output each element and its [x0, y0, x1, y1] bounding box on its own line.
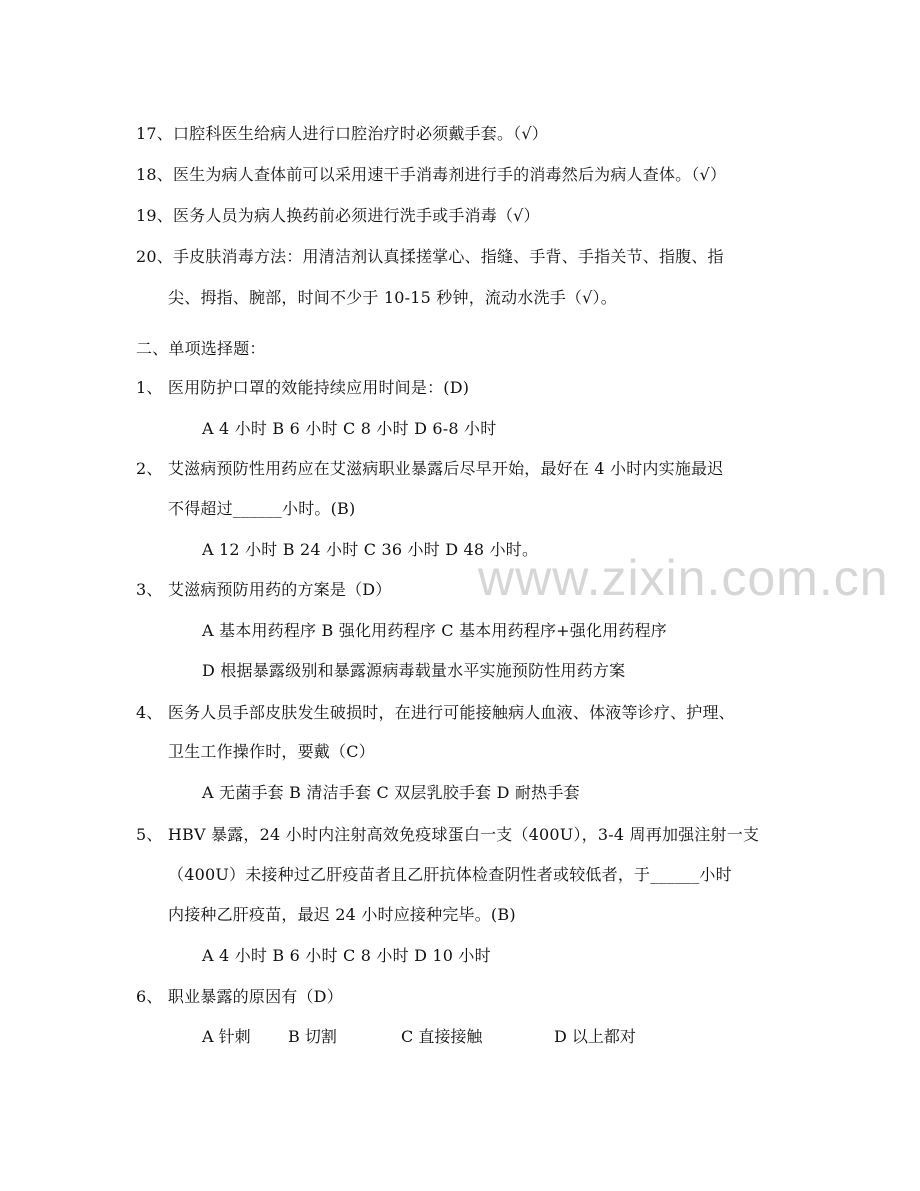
- question-20-line-2: 尖、拇指、腕部，时间不少于 10-15 秒钟，流动水洗手（√）。: [168, 288, 617, 307]
- choice-5-options: A 4 小时 B 6 小时 C 8 小时 D 10 小时: [202, 946, 491, 965]
- choice-6-option-b: B 切割: [288, 1027, 337, 1046]
- choice-4-stem-line-1: 4、 医务人员手部皮肤发生破损时，在进行可能接触病人血液、体液等诊疗、护理、: [136, 703, 735, 722]
- choice-2-stem-line-2: 不得超过______小时。(B): [168, 499, 356, 518]
- choice-6-option-a: A 针刺: [202, 1027, 251, 1046]
- choice-2-stem-line-1: 2、 艾滋病预防性用药应在艾滋病职业暴露后尽早开始，最好在 4 小时内实施最迟: [136, 459, 724, 478]
- question-17: 17、口腔科医生给病人进行口腔治疗时必须戴手套。（√）: [136, 124, 548, 143]
- choice-6-stem: 6、 职业暴露的原因有（D）: [136, 987, 343, 1006]
- section-heading: 二、单项选择题：: [136, 339, 266, 358]
- choice-3-options-line-2: D 根据暴露级别和暴露源病毒载量水平实施预防性用药方案: [202, 661, 626, 680]
- question-20-line-1: 20、手皮肤消毒方法：用清洁剂认真揉搓掌心、指缝、手背、手指关节、指腹、指: [136, 247, 724, 266]
- choice-4-options: A 无菌手套 B 清洁手套 C 双层乳胶手套 D 耐热手套: [202, 783, 580, 802]
- watermark: www.zixin.com.cn: [478, 550, 889, 606]
- question-19: 19、医务人员为病人换药前必须进行洗手或手消毒（√）: [136, 206, 540, 225]
- choice-1-stem: 1、 医用防护口罩的效能持续应用时间是：(D): [136, 378, 470, 397]
- choice-5-stem-line-2: （400U）未接种过乙肝疫苗者且乙肝抗体检查阴性者或较低者，于______小时: [168, 865, 732, 884]
- choice-3-stem: 3、 艾滋病预防用药的方案是（D）: [136, 580, 392, 599]
- choice-5-stem-line-3: 内接种乙肝疫苗，最迟 24 小时应接种完毕。(B): [168, 905, 516, 924]
- choice-2-options: A 12 小时 B 24 小时 C 36 小时 D 48 小时。: [202, 540, 539, 559]
- choice-4-stem-line-2: 卫生工作操作时，要戴（C）: [168, 742, 375, 761]
- choice-3-options-line-1: A 基本用药程序 B 强化用药程序 C 基本用药程序+强化用药程序: [202, 621, 667, 640]
- choice-6-option-d: D 以上都对: [554, 1027, 636, 1046]
- question-18: 18、医生为病人查体前可以采用速干手消毒剂进行手的消毒然后为病人查体。（√）: [136, 165, 727, 184]
- choice-6-option-c: C 直接接触: [401, 1027, 483, 1046]
- choice-1-options: A 4 小时 B 6 小时 C 8 小时 D 6-8 小时: [202, 419, 497, 438]
- choice-5-stem-line-1: 5、 HBV 暴露，24 小时内注射高效免疫球蛋白一支（400U），3-4 周再加强注射一支: [136, 825, 760, 844]
